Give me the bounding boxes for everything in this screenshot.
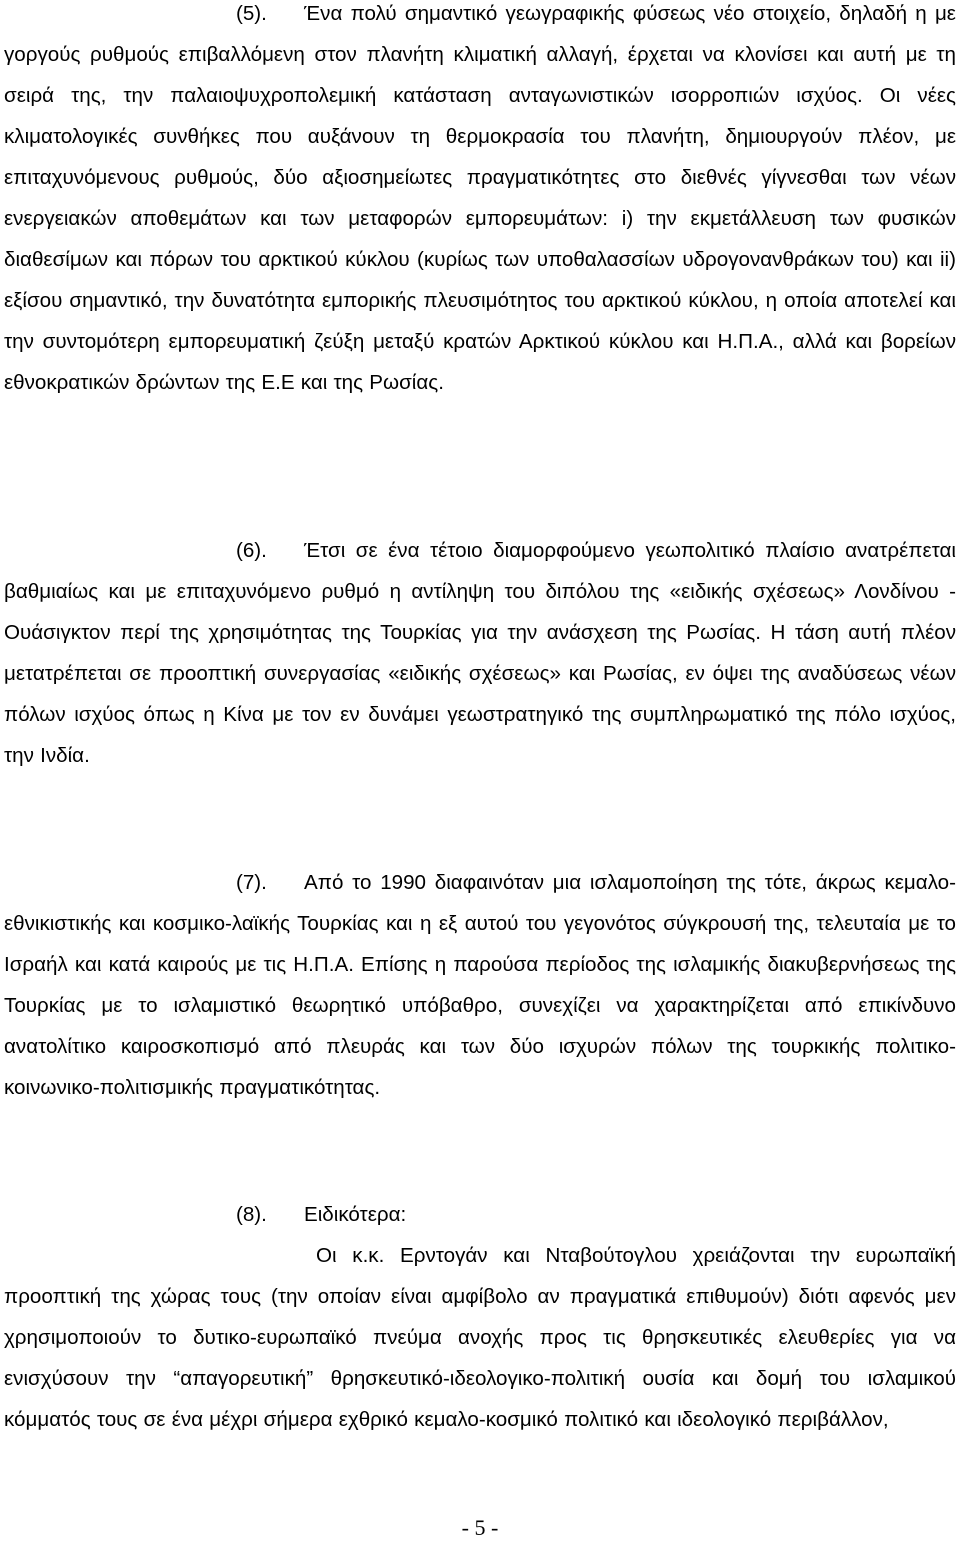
paragraph-number: (6). — [236, 539, 267, 562]
document-page — [4, 0, 956, 1540]
paragraph-6 — [4, 530, 956, 776]
paragraph-text: Οι κ.κ. Ερντογάν και Νταβούτογλου χρειάζονται την ευρωπαϊκή προοπτική της χώρας τους (την οποίαν είναι αμφίβολο αν πραγματικά επιθυμούν) διότι αφενός μεν χρησιμοποιούν το δυτικο-ευρωπαϊκό πνεύμα ανοχής προς τις θρησκευτικές ελευθερίες για να ενισχύσουν την “απαγορευτική” θρησκευτικό-ιδεολογικο-πολιτική ουσία και δομή του ισλαμικού κόμματός τους σε ένα μέχρι σήμερα εχθρικό κεμαλο-κοσμικό πολιτικό και ιδεολογικό περιβάλλον, — [4, 1244, 956, 1431]
paragraph-5 — [4, 0, 956, 403]
paragraph-heading: Ειδικότερα: — [304, 1203, 407, 1226]
paragraph-number: (7). — [236, 871, 267, 894]
paragraph-7 — [4, 862, 956, 1108]
paragraph-8-body — [4, 1235, 956, 1440]
paragraph-text: Από το 1990 διαφαινόταν μια ισλαμοποίηση της τότε, άκρως κεμαλο-εθνικιστικής και κοσμικο-λαϊκής Τουρκίας και η εξ αυτού του γεγονότος σύγκρουσή της, τελευταία με το Ισραήλ και κατά καιρούς με τις Η.Π.Α. Επίσης η παρούσα περίοδος της ισλαμικής διακυβερνήσεως της Τουρκίας με το ισλαμιστικό θεωρητικό υπόβαθρο, συνεχίζει να χαρακτηρίζεται από επικίνδυνο ανατολίτικο καιροσκοπισμό από πλευράς και των δύο ισχυρών πόλων της τουρκικής πολιτικο-κοινωνικο-πολιτισμικής πραγματικότητας. — [4, 871, 956, 1099]
paragraph-number: (8). — [236, 1203, 267, 1226]
paragraph-8 — [4, 1194, 956, 1440]
paragraph-text: Έτσι σε ένα τέτοιο διαμορφούμενο γεωπολιτικό πλαίσιο ανατρέπεται βαθμιαίως και με επιταχυνόμενο ρυθμό η αντίληψη του διπόλου της «ειδικής σχέσεως» Λονδίνου - Ουάσιγκτον περί της χρησιμότητας της Τουρκίας για την ανάσχεση της Ρωσίας. Η τάση αυτή πλέον μετατρέπεται σε προοπτική συνεργασίας «ειδικής σχέσεως» και Ρωσίας, εν όψει της αναδύσεως νέων πόλων ισχύος όπως η Κίνα με τον εν δυνάμει γεωστρατηγικό της συμπληρωματικό της πόλο ισχύος, την Ινδία. — [4, 539, 956, 767]
paragraph-text: Ένα πολύ σημαντικό γεωγραφικής φύσεως νέο στοιχείο, δηλαδή η με γοργούς ρυθμούς επιβαλλόμενη στον πλανήτη κλιματική αλλαγή, έρχεται να κλονίσει και αυτή με τη σειρά της, την παλαιοψυχροπολεμική κατάσταση ανταγωνιστικών ισορροπιών ισχύος. Οι νέες κλιματολογικές συνθήκες που αυξάνουν τη θερμοκρασία του πλανήτη, δημιουργούν πλέον, με επιταχυνόμενους ρυθμούς, δύο αξιοσημείωτες πραγματικότητες στο διεθνές γίγνεσθαι των νέων ενεργειακών αποθεμάτων και των μεταφορών εμπορευμάτων: i) την εκμετάλλευση των φυσικών διαθεσίμων και πόρων του αρκτικού κύκλου (κυρίως των υποθαλασσίων υδρογονανθράκων του) και ii) εξίσου σημαντικό, την δυνατότητα εμπορικής πλευσιμότητος του αρκτικού κύκλου, η οποία αποτελεί και την συντομότερη εμπορευματική ζεύξη μεταξύ κρατών Αρκτικού κύκλου και Η.Π.Α., αλλά και βορείων εθνοκρατικών δρώντων της Ε.Ε και της Ρωσίας. — [4, 2, 956, 394]
page-number: - 5 - — [461, 1515, 499, 1540]
paragraph-8-heading-line — [4, 1194, 956, 1235]
paragraph-number: (5). — [236, 2, 267, 25]
